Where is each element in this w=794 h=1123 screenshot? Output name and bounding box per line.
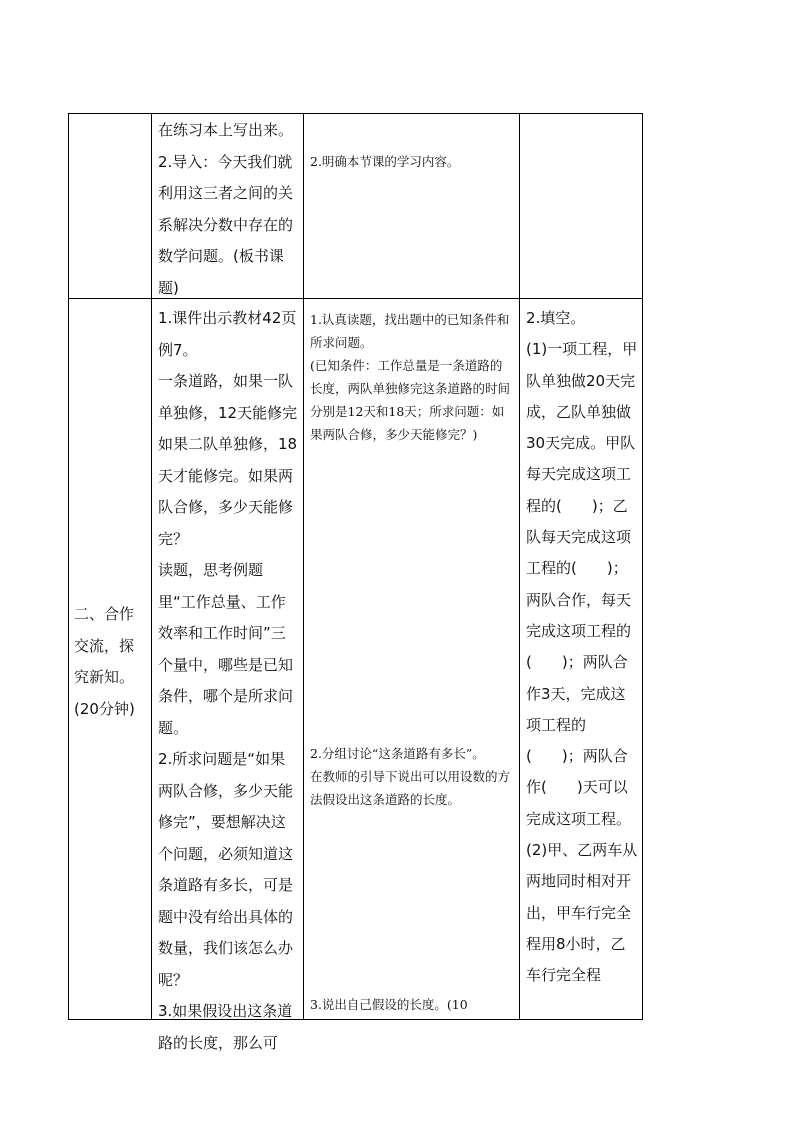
row2-student-activity-1: 1.认真读题，找出题中的已知条件和所求问题。 (已知条件：工作总量是一条道路的长度，两队单独修完这条道路的时间分别是12天和18天；所求问题：如果两队合修，多少天能修完？) [310, 312, 511, 442]
row2-exercise: 2.填空。 (1)一项工程，甲队单独做20天完成，乙队单独做30天完成。甲队每天完成这项工程的( )；乙队每天完成这项工程的( )；两队合作，每天完成这项工程的( )；两队合作3天，完成这项工程的( )；两队合作( )天可以完成这项工程。 (2)甲、乙两车从两地同时相对开出，甲车行完全程用8小时，乙车行完全程 [526, 309, 638, 985]
table-divider-3 [519, 113, 520, 1020]
row2-student-activity-3: 3.说出自己假设的长度。(10 [310, 997, 468, 1012]
table-row-divider [68, 298, 642, 299]
row2-teacher-activity: 1.课件出示教材42页例7。 一条道路，如果一队单独修，12天能修完 如果二队单独修，18天才能修完。如果两队合修，多少天能修完？ 读题，思考例题里“工作总量、工作效率和工作时间”三个量中，哪些是已知条件，哪个是所求问题。 2.所求问题是“如果两队合修，多少天能修完”，要想解决这个问题，必须知道这条道路有多长，可是题中没有给出具体的数量，我们该怎么办呢？ 3.如果假设出这条道路的长度，那么可 [158, 309, 298, 1052]
row2-student-activity-2: 2.分组讨论“这条道路有多长”。 在教师的引导下说出可以用设数的方法假设出这条道路的长度。 [310, 746, 511, 807]
table-border-right [642, 113, 643, 1020]
table-border-bottom [68, 1019, 642, 1020]
row1-teacher-activity: 在练习本上写出来。 2.导入：今天我们就利用这三者之间的关系解决分数中存在的数学问题。(板书课题) [158, 121, 294, 297]
table-divider-1 [151, 113, 152, 1020]
row2-stage: 二、合作交流，探究新知。 (20分钟) [74, 605, 135, 718]
row1-student-activity: 2.明确本节课的学习内容。 [310, 154, 460, 169]
table-border-top [68, 113, 642, 114]
table-divider-2 [303, 113, 304, 1020]
table-border-left [68, 113, 69, 1020]
